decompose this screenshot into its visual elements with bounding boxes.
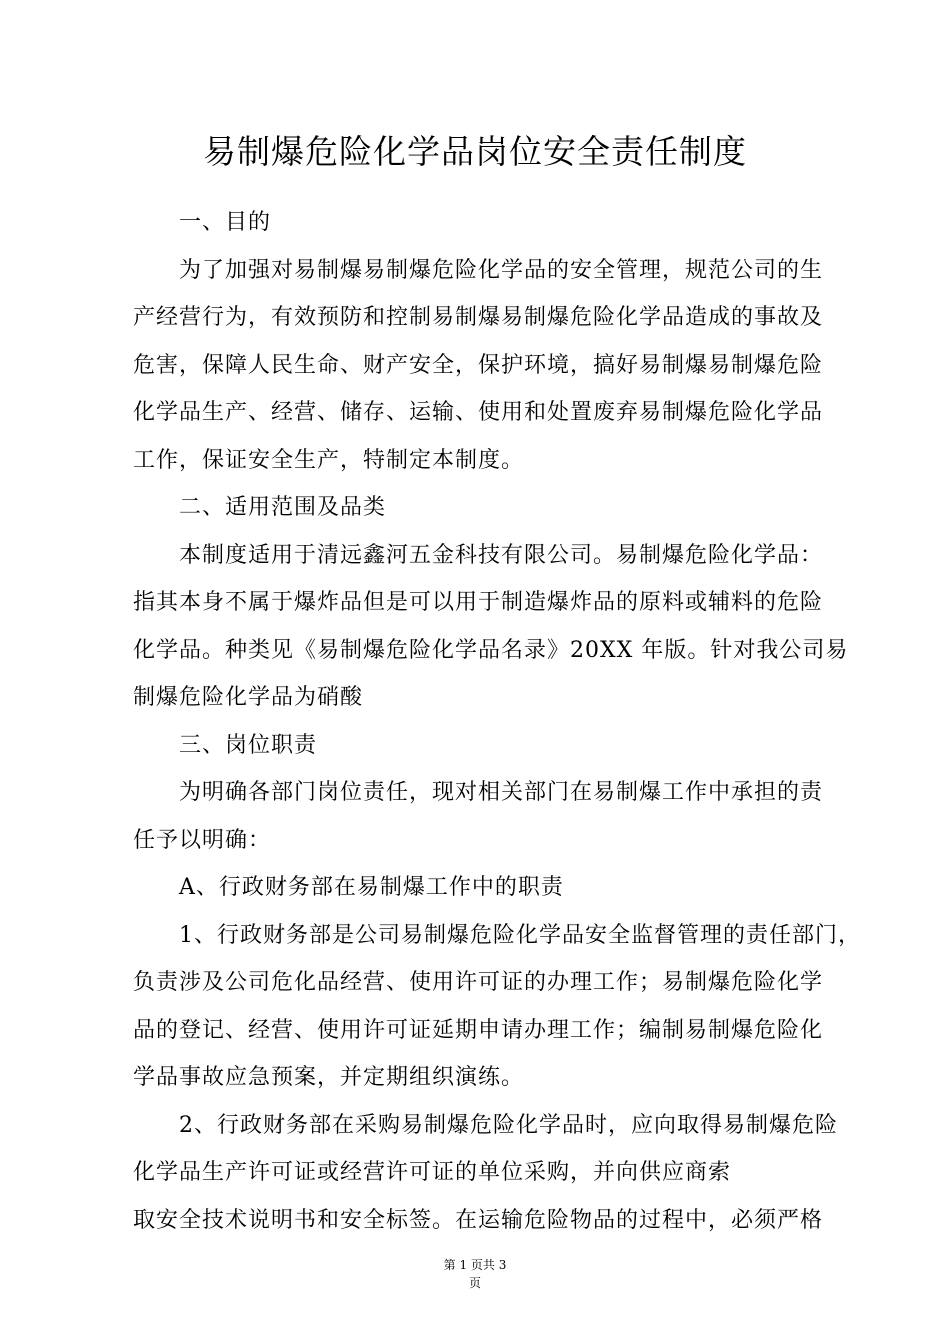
paragraph-line: 负责涉及公司危化品经营、使用许可证的办理工作；易制爆危险化学 [133,970,824,995]
paragraph-line: 危害，保障人民生命、财产安全，保护环境，搞好易制爆易制爆危险 [133,352,824,378]
paragraph-line: 2、行政财务部在采购易制爆危险化学品时，应向取得易制爆危险 [179,1112,838,1138]
paragraph-line: 学品事故应急预案，并定期组织演练。 [133,1065,525,1090]
paragraph-line: 品的登记、经营、使用许可证延期申请办理工作；编制易制爆危险化 [133,1017,824,1043]
paragraph-line: 工作，保证安全生产，特制定本制度。 [133,447,525,473]
paragraph-line: 取安全技术说明书和安全标签。在运输危险物品的过程中，必须严格 [133,1207,824,1233]
subsection-heading-a: A、行政财务部在易制爆工作中的职责 [179,875,564,900]
paragraph-line: 为明确各部门岗位责任，现对相关部门在易制爆工作中承担的责 [179,780,824,805]
paragraph-line: 化学品。种类见《易制爆危险化学品名录》20XX 年版。针对我公司易 [133,637,849,663]
section-heading-duties: 三、岗位职责 [179,732,318,758]
paragraph-line: 本制度适用于清远鑫河五金科技有限公司。易制爆危险化学品： [179,542,824,568]
paragraph-line: 化学品生产、经营、储存、运输、使用和处置废弃易制爆危险化学品 [133,400,824,425]
paragraph-line: 制爆危险化学品为硝酸 [133,685,364,710]
paragraph-line: 指其本身不属于爆炸品但是可以用于制造爆炸品的原料或辅料的危险 [133,590,824,615]
paragraph-line: 任予以明确： [133,827,272,853]
paragraph-line: 1、行政财务部是公司易制爆危险化学品安全监督管理的责任部门， [179,922,861,948]
paragraph-line: 化学品生产许可证或经营许可证的单位采购，并向供应商索 [133,1160,732,1185]
page-number-line1: 第 1 页共 3 [443,1258,507,1272]
section-heading-purpose: 一、目的 [179,210,272,235]
page-footer [0,1256,950,1292]
paragraph-line: 产经营行为，有效预防和控制易制爆易制爆危险化学品造成的事故及 [133,305,824,330]
section-heading-scope: 二、适用范围及品类 [179,495,387,520]
document-title: 易制爆危险化学品岗位安全责任制度 [203,132,747,171]
document-body [133,199,861,1244]
page-number-line2: 页 [468,1276,481,1290]
paragraph-line: 为了加强对易制爆易制爆危险化学品的安全管理，规范公司的生 [179,257,824,283]
